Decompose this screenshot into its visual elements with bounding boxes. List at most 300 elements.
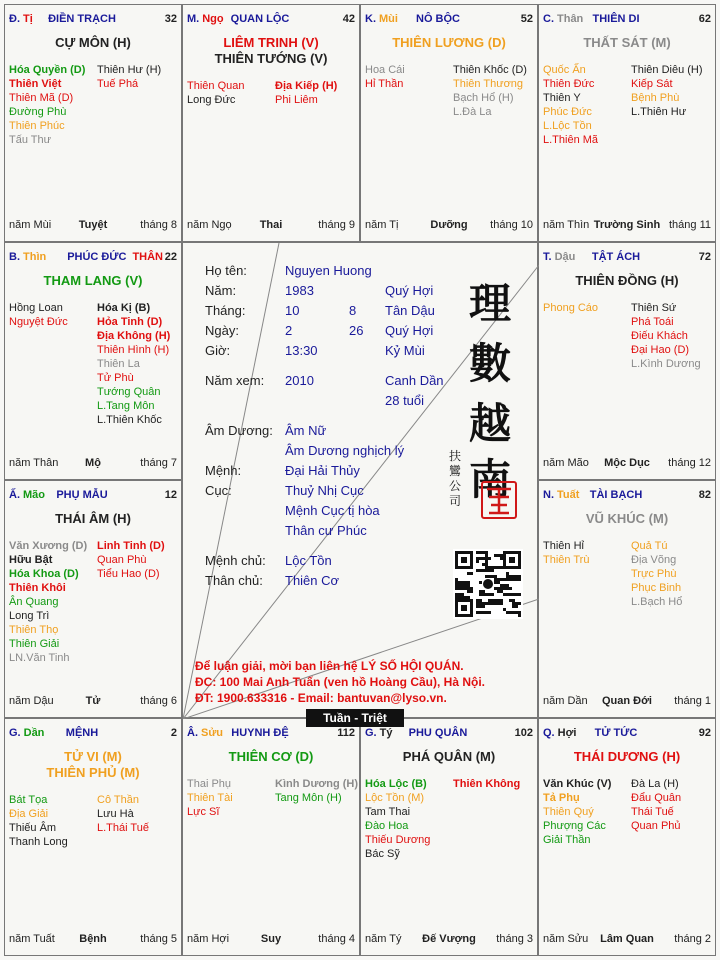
minor-star: L.Thái Tuế bbox=[97, 822, 149, 834]
left-stars-column bbox=[543, 63, 629, 147]
palace-can: M. bbox=[187, 13, 200, 25]
left-stars-column bbox=[543, 539, 629, 567]
palace-name bbox=[543, 489, 689, 501]
year-label: năm Tị bbox=[365, 219, 399, 231]
palace-cell[interactable] bbox=[538, 4, 716, 242]
calligraphy-char-1: 理 bbox=[469, 279, 512, 328]
minor-star: Long Đức bbox=[187, 94, 236, 106]
minor-star: Đào Hoa bbox=[365, 820, 409, 832]
left-stars-column bbox=[9, 63, 95, 147]
palace-footer bbox=[9, 457, 177, 471]
palace-chi: Hợi bbox=[557, 727, 577, 739]
amduong-label: Âm Dương: bbox=[205, 423, 273, 438]
minor-star: Đường Phù bbox=[9, 106, 67, 118]
minor-star: Địa Không (H) bbox=[97, 330, 171, 342]
amduong-value: Âm Nữ bbox=[285, 423, 327, 438]
palace-name-text: PHÚC ĐỨC bbox=[67, 251, 127, 263]
minor-star: Đại Hao (D) bbox=[631, 344, 690, 356]
palace-number: 42 bbox=[342, 13, 355, 25]
main-stars bbox=[363, 749, 535, 765]
palace-chi: Tị bbox=[23, 13, 33, 25]
left-stars-column bbox=[365, 63, 451, 91]
palace-header bbox=[543, 251, 711, 265]
day-lunar: 26 bbox=[349, 323, 364, 338]
minor-star: L.Đà La bbox=[453, 106, 492, 118]
minor-star: L.Lộc Tồn bbox=[543, 120, 592, 132]
minor-star: L.Thiên Mã bbox=[543, 134, 599, 146]
minor-star: Tang Môn (H) bbox=[275, 792, 342, 804]
small-seal-char-1: 扶 bbox=[449, 449, 462, 463]
palace-header bbox=[9, 489, 177, 503]
minor-star: Cô Thần bbox=[97, 794, 139, 806]
left-stars-column bbox=[365, 777, 451, 861]
palace-cell[interactable] bbox=[4, 480, 182, 718]
right-stars-column bbox=[97, 793, 181, 835]
minor-star: Phượng Các bbox=[543, 820, 606, 832]
year-label: năm Mão bbox=[543, 457, 589, 469]
life-stage: Quan Đới bbox=[602, 695, 652, 707]
calligraphy-char-2: 數 bbox=[469, 339, 512, 388]
palace-number: 92 bbox=[698, 727, 711, 739]
month-solar: 10 bbox=[285, 303, 300, 318]
small-seal-column bbox=[449, 449, 465, 509]
main-stars bbox=[185, 35, 357, 67]
palace-number: 32 bbox=[164, 13, 177, 25]
minor-star: Thiên Hỉ bbox=[543, 540, 584, 552]
palace-cell[interactable] bbox=[4, 242, 182, 480]
palace-can: N. bbox=[543, 489, 554, 501]
right-stars-column bbox=[97, 539, 181, 581]
palace-name bbox=[187, 727, 333, 739]
minor-star: Thiên Thọ bbox=[9, 624, 59, 636]
minor-star: Đà La (H) bbox=[631, 778, 679, 790]
month-label: tháng 10 bbox=[490, 219, 533, 231]
hour-canchi: Kỷ Mùi bbox=[385, 343, 425, 358]
minor-star: Thiên Tài bbox=[187, 792, 233, 804]
main-star: THIÊN PHỦ (M) bbox=[46, 765, 140, 780]
year-label: năm Ngọ bbox=[187, 219, 232, 231]
palace-cell[interactable] bbox=[360, 4, 538, 242]
palace-name bbox=[543, 727, 689, 739]
palace-chi: Thìn bbox=[23, 251, 47, 263]
left-stars-column bbox=[9, 301, 95, 329]
minor-star: Hồng Loan bbox=[9, 302, 63, 314]
minor-star: Quan Phù bbox=[97, 554, 147, 566]
month-label: tháng 3 bbox=[496, 933, 533, 945]
minor-star: Lộc Tồn (M) bbox=[365, 792, 425, 804]
minor-star: Hóa Khoa (D) bbox=[9, 568, 79, 580]
palace-footer bbox=[365, 219, 533, 233]
main-star: THÁI ÂM (H) bbox=[55, 511, 131, 526]
palace-can: Q. bbox=[543, 727, 555, 739]
palace-name bbox=[543, 13, 689, 25]
cuc-value: Thuỷ Nhị Cục bbox=[285, 483, 364, 498]
calligraphy-char-3: 越 bbox=[469, 399, 512, 448]
palace-cell[interactable] bbox=[538, 242, 716, 480]
year-value: 1983 bbox=[285, 283, 314, 298]
right-stars-column bbox=[631, 777, 715, 833]
life-stage: Đế Vượng bbox=[422, 933, 476, 945]
view-year-label: Năm xem: bbox=[205, 373, 265, 388]
palace-cell[interactable] bbox=[360, 718, 538, 956]
left-stars-column bbox=[187, 777, 273, 819]
minor-star: L.Thiên Hư bbox=[631, 106, 687, 118]
minor-star: Thiếu Dương bbox=[365, 834, 431, 846]
palace-footer bbox=[9, 933, 177, 947]
palace-header bbox=[365, 727, 533, 741]
minor-star: Phá Toái bbox=[631, 316, 674, 328]
right-stars-column bbox=[97, 301, 181, 427]
minor-star: Tướng Quân bbox=[97, 386, 161, 398]
minor-star: Văn Khúc (V) bbox=[543, 778, 612, 790]
palace-cell[interactable] bbox=[182, 4, 360, 242]
month-label: tháng 5 bbox=[140, 933, 177, 945]
palace-can: C. bbox=[543, 13, 554, 25]
small-seal-char-2: 鸞 bbox=[449, 464, 462, 478]
palace-can: B. bbox=[9, 251, 20, 263]
palace-cell[interactable] bbox=[182, 718, 360, 956]
month-lunar: 8 bbox=[349, 303, 357, 318]
palace-chi: Thân bbox=[557, 13, 584, 25]
minor-star: Tả Phụ bbox=[543, 792, 580, 804]
minor-star: Thiên Thương bbox=[453, 78, 524, 90]
minor-star: Thai Phụ bbox=[187, 778, 232, 790]
right-stars-column bbox=[631, 539, 715, 609]
day-label: Ngày: bbox=[205, 323, 239, 338]
minor-star: LN.Văn Tinh bbox=[9, 652, 70, 664]
small-seal-char-4: 司 bbox=[449, 494, 462, 508]
palace-header bbox=[9, 251, 177, 265]
minor-star: Thanh Long bbox=[9, 836, 68, 848]
view-year-value: 2010 bbox=[285, 373, 314, 388]
menh-value: Đại Hải Thủy bbox=[285, 463, 360, 478]
main-star: LIÊM TRINH (V) bbox=[223, 35, 319, 50]
minor-star: Thiên Hư (H) bbox=[97, 64, 162, 76]
minor-star: Thiên Mã (D) bbox=[9, 92, 74, 104]
year-label: năm Dậu bbox=[9, 695, 54, 707]
palace-number: 12 bbox=[164, 489, 177, 501]
month-label: tháng 6 bbox=[140, 695, 177, 707]
main-star: THAM LANG (V) bbox=[43, 273, 143, 288]
main-stars bbox=[363, 35, 535, 51]
month-label: tháng 9 bbox=[318, 219, 355, 231]
minor-star: Lưu Hà bbox=[97, 808, 134, 820]
left-stars-column bbox=[543, 301, 629, 315]
main-star: THIÊN TƯỚNG (V) bbox=[214, 51, 328, 66]
main-stars bbox=[541, 511, 713, 527]
palace-name bbox=[365, 13, 511, 25]
minor-star: Quốc Ấn bbox=[543, 64, 586, 76]
age-value: 28 tuổi bbox=[385, 393, 425, 408]
palace-footer bbox=[187, 933, 355, 947]
contact-line-2: ĐC: 100 Mai Anh Tuấn (ven hồ Hoàng Cầu), Hà Nội. bbox=[195, 675, 486, 689]
red-seal-stamp bbox=[481, 481, 517, 519]
palace-footer bbox=[365, 933, 533, 947]
palace-can: Ấ. bbox=[9, 489, 20, 501]
minor-star: Phúc Đức bbox=[543, 106, 592, 118]
palace-name-text: PHỤ MẪU bbox=[56, 489, 108, 501]
right-stars-column bbox=[453, 63, 537, 119]
minor-star: Thiên Giải bbox=[9, 638, 60, 650]
minor-star: Hoa Cái bbox=[365, 64, 405, 76]
palace-header bbox=[187, 727, 355, 741]
palace-chi: Sửu bbox=[201, 727, 224, 739]
year-label: năm Tuất bbox=[9, 933, 55, 945]
menh-chu-value: Lộc Tồn bbox=[285, 553, 332, 568]
palace-header bbox=[543, 13, 711, 27]
minor-star: Bác Sỹ bbox=[365, 848, 400, 860]
main-stars bbox=[541, 35, 713, 51]
life-stage: Trường Sinh bbox=[593, 219, 661, 231]
cuc-label: Cục: bbox=[205, 483, 232, 498]
main-star: THÁI DƯƠNG (H) bbox=[573, 749, 681, 764]
palace-header bbox=[543, 489, 711, 503]
qr-code[interactable] bbox=[453, 549, 523, 619]
month-label: tháng 7 bbox=[140, 457, 177, 469]
year-label: năm Mùi bbox=[9, 219, 52, 231]
life-stage: Bệnh bbox=[79, 933, 107, 945]
minor-star: Bệnh Phù bbox=[631, 92, 680, 104]
palace-can: G. bbox=[9, 727, 21, 739]
palace-name-text: QUAN LỘC bbox=[230, 13, 290, 25]
main-stars bbox=[541, 749, 713, 765]
palace-footer bbox=[543, 695, 711, 709]
right-stars-column bbox=[631, 301, 715, 371]
minor-star: Quan Phủ bbox=[631, 820, 681, 832]
minor-star: Hóa Quyền (D) bbox=[9, 64, 86, 76]
palace-name-text: MỆNH bbox=[65, 727, 99, 739]
minor-star: Bạch Hổ (H) bbox=[453, 92, 514, 104]
palace-header bbox=[543, 727, 711, 741]
minor-star: Đẩu Quân bbox=[631, 792, 682, 804]
palace-chi: Tuất bbox=[557, 489, 580, 501]
minor-star: Nguyệt Đức bbox=[9, 316, 68, 328]
palace-name-text: NÔ BỘC bbox=[416, 13, 460, 25]
tuan-triet-label: Tuần - Triệt bbox=[306, 709, 404, 727]
palace-name bbox=[9, 727, 155, 739]
center-info-panel bbox=[182, 242, 538, 718]
year-label: Năm: bbox=[205, 283, 237, 298]
cuc-note-1: Mệnh Cục tị hòa bbox=[285, 503, 380, 518]
minor-star: L.Tang Môn bbox=[97, 400, 155, 412]
main-stars bbox=[7, 273, 179, 289]
left-stars-column bbox=[9, 793, 95, 849]
palace-number: 112 bbox=[337, 727, 355, 739]
year-label: năm Thân bbox=[9, 457, 59, 469]
calligraphy-char-4: 南 bbox=[469, 455, 512, 504]
minor-star: Điếu Khách bbox=[631, 330, 688, 342]
right-stars-column bbox=[97, 63, 181, 91]
life-stage: Lâm Quan bbox=[600, 933, 654, 945]
minor-star: Thiên Việt bbox=[9, 78, 62, 90]
minor-star: L.Kình Dương bbox=[631, 358, 701, 370]
cuc-note-2: Thân cư Phúc bbox=[285, 523, 367, 538]
minor-star: Văn Xương (D) bbox=[9, 540, 88, 552]
amduong-note: Âm Dương nghịch lý bbox=[285, 443, 405, 458]
name-value: Nguyen Huong bbox=[285, 263, 372, 278]
right-stars-column bbox=[453, 777, 537, 791]
main-star: THẤT SÁT (M) bbox=[583, 35, 671, 50]
palace-chi: Mão bbox=[23, 489, 45, 501]
right-stars-column bbox=[275, 79, 359, 107]
palace-name-text: THIÊN DI bbox=[592, 13, 640, 25]
minor-star: Thiên La bbox=[97, 358, 140, 370]
month-label: tháng 12 bbox=[668, 457, 711, 469]
minor-star: Tiểu Hao (D) bbox=[97, 568, 160, 580]
palace-name-text: ĐIỀN TRẠCH bbox=[48, 13, 116, 25]
minor-star: Lực Sĩ bbox=[187, 806, 220, 818]
life-stage: Dưỡng bbox=[430, 219, 468, 231]
right-stars-column bbox=[275, 777, 359, 805]
minor-star: Thiên Sứ bbox=[631, 302, 677, 314]
palace-chi: Mùi bbox=[379, 13, 398, 25]
palace-header bbox=[9, 13, 177, 27]
palace-name bbox=[187, 13, 333, 25]
life-stage: Thai bbox=[259, 219, 283, 231]
palace-chi: Dậu bbox=[554, 251, 576, 263]
main-star: THIÊN CƠ (D) bbox=[228, 749, 314, 764]
minor-star: Long Trì bbox=[9, 610, 50, 622]
minor-star: Thiếu Âm bbox=[9, 822, 57, 834]
minor-star: Tam Thai bbox=[365, 806, 411, 818]
main-star: VŨ KHÚC (M) bbox=[585, 511, 669, 526]
month-label: tháng 4 bbox=[318, 933, 355, 945]
palace-can: T. bbox=[543, 251, 552, 263]
minor-star: Trực Phù bbox=[631, 568, 677, 580]
view-year-canchi: Canh Dần bbox=[385, 373, 444, 388]
life-stage: Tử bbox=[85, 695, 101, 707]
minor-star: Bát Tọa bbox=[9, 794, 48, 806]
palace-can: G. bbox=[365, 727, 377, 739]
main-stars bbox=[7, 35, 179, 51]
life-stage: Suy bbox=[260, 933, 282, 945]
small-seal-char-3: 公 bbox=[449, 479, 462, 493]
minor-star: Hóa Lộc (B) bbox=[365, 778, 427, 790]
minor-star: Giải Thần bbox=[543, 834, 591, 846]
main-stars bbox=[7, 749, 179, 781]
palace-name bbox=[9, 489, 155, 501]
palace-chi: Dần bbox=[23, 727, 45, 739]
hour-value: 13:30 bbox=[285, 343, 318, 358]
minor-star: Thiên Quan bbox=[187, 80, 245, 92]
day-canchi: Quý Hợi bbox=[385, 323, 434, 338]
minor-star: Tuế Phá bbox=[97, 78, 139, 90]
main-stars bbox=[541, 273, 713, 289]
year-label: năm Hợi bbox=[187, 933, 230, 945]
month-label: tháng 11 bbox=[668, 219, 711, 231]
minor-star: Hỏa Tinh (D) bbox=[97, 316, 163, 328]
minor-star: Thiên Quý bbox=[543, 806, 594, 818]
than-chu-value: Thiên Cơ bbox=[285, 573, 340, 588]
palace-number: 62 bbox=[698, 13, 711, 25]
palace-name-text: TÀI BẠCH bbox=[589, 489, 643, 501]
minor-star: Địa Giải bbox=[9, 808, 49, 820]
minor-star: Thiên Đức bbox=[543, 78, 595, 90]
main-stars bbox=[7, 511, 179, 527]
minor-star: Kình Dương (H) bbox=[275, 778, 358, 790]
month-label: Tháng: bbox=[205, 303, 246, 318]
palace-name-text: PHU QUÂN bbox=[408, 727, 468, 739]
palace-name bbox=[37, 251, 163, 263]
minor-star: Thiên Khốc (D) bbox=[453, 64, 527, 76]
palace-header bbox=[365, 13, 533, 27]
minor-star: Thiên Hình (H) bbox=[97, 344, 170, 356]
menh-label: Mệnh: bbox=[205, 463, 242, 478]
minor-star: Hóa Kị (B) bbox=[97, 302, 151, 314]
palace-number: 2 bbox=[170, 727, 177, 739]
month-label: tháng 1 bbox=[674, 695, 711, 707]
minor-star: Phong Cáo bbox=[543, 302, 599, 314]
minor-star: Địa Kiếp (H) bbox=[275, 80, 338, 92]
palace-number: 52 bbox=[520, 13, 533, 25]
palace-cell[interactable] bbox=[538, 718, 716, 956]
minor-star: Thiên Y bbox=[543, 92, 581, 104]
minor-star: Kiếp Sát bbox=[631, 78, 673, 90]
day-solar: 2 bbox=[285, 323, 293, 338]
left-stars-column bbox=[9, 539, 95, 665]
than-marker: THÂN bbox=[132, 251, 163, 263]
year-label: năm Dần bbox=[543, 695, 588, 707]
menh-chu-label: Mệnh chủ: bbox=[205, 553, 266, 568]
than-chu-label: Thân chủ: bbox=[205, 573, 263, 588]
palace-footer bbox=[187, 219, 355, 233]
month-label: tháng 8 bbox=[140, 219, 177, 231]
year-label: năm Thìn bbox=[543, 219, 590, 231]
minor-star: L.Bạch Hổ bbox=[631, 596, 683, 608]
minor-star: Địa Võng bbox=[631, 554, 677, 566]
palace-number: 22 bbox=[164, 251, 177, 263]
palace-footer bbox=[9, 219, 177, 233]
minor-star: Thiên Trù bbox=[543, 554, 590, 566]
year-label: năm Tý bbox=[365, 933, 402, 945]
minor-star: Quả Tú bbox=[631, 540, 668, 552]
right-stars-column bbox=[631, 63, 715, 119]
palace-cell[interactable] bbox=[538, 480, 716, 718]
palace-footer bbox=[543, 457, 711, 471]
main-star: CỰ MÔN (H) bbox=[55, 35, 131, 50]
hour-label: Giờ: bbox=[205, 343, 231, 358]
minor-star: L.Thiên Khốc bbox=[97, 414, 162, 426]
palace-cell[interactable] bbox=[4, 4, 182, 242]
palace-can: Â. bbox=[187, 727, 198, 739]
contact-line-1: Để luận giải, mời bạn liên hệ LÝ SỐ HỘI QUÁN. bbox=[195, 659, 464, 673]
palace-cell[interactable] bbox=[4, 718, 182, 956]
left-stars-column bbox=[187, 79, 273, 107]
palace-footer bbox=[9, 695, 177, 709]
palace-number: 72 bbox=[698, 251, 711, 263]
palace-name-text: TẬT ÁCH bbox=[591, 251, 641, 263]
life-stage: Mộc Dục bbox=[604, 457, 650, 469]
palace-name bbox=[9, 13, 155, 25]
contact-line-3: ĐT: 1900.633316 - Email: bantuvan@lyso.vn. bbox=[195, 691, 447, 705]
minor-star: Thiên Không bbox=[453, 778, 521, 790]
minor-star: Hỉ Thần bbox=[365, 78, 404, 90]
palace-chi: Ngọ bbox=[202, 13, 224, 25]
minor-star: Thiên Diêu (H) bbox=[631, 64, 703, 76]
month-label: tháng 2 bbox=[674, 933, 711, 945]
palace-can: Đ. bbox=[9, 13, 20, 25]
minor-star: Thái Tuế bbox=[631, 806, 674, 818]
month-canchi: Tân Dậu bbox=[385, 303, 435, 318]
main-stars bbox=[185, 749, 357, 765]
minor-star: Tấu Thư bbox=[9, 134, 52, 146]
life-stage: Mộ bbox=[85, 457, 101, 469]
minor-star: Thiên Khôi bbox=[9, 582, 66, 594]
palace-number: 82 bbox=[698, 489, 711, 501]
palace-name-text: HUYNH ĐỆ bbox=[231, 727, 289, 739]
year-label: năm Sửu bbox=[543, 933, 589, 945]
minor-star: Thiên Phúc bbox=[9, 120, 65, 132]
